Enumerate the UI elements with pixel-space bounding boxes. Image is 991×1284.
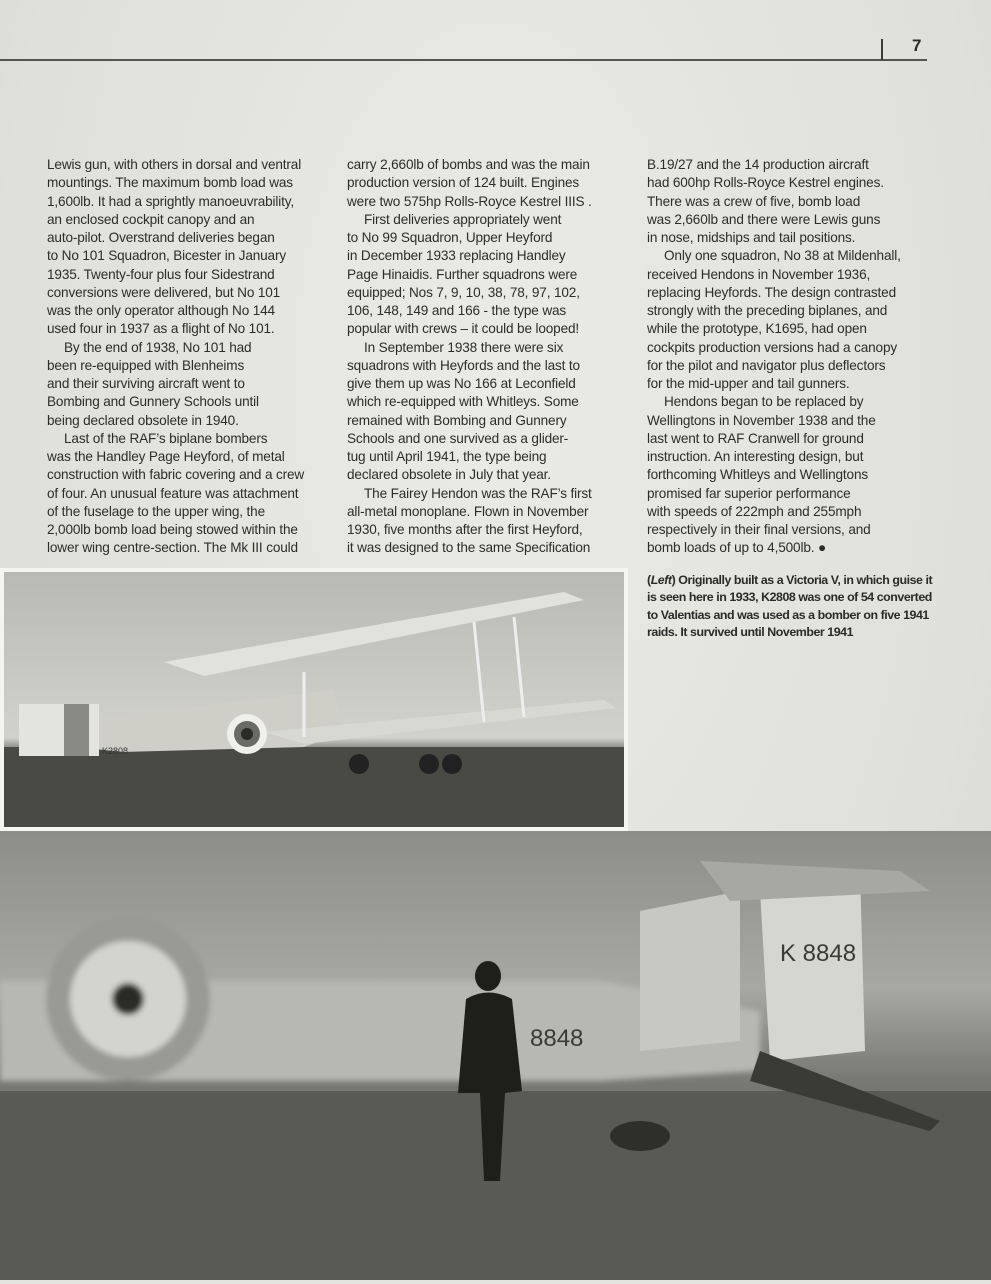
text-line: in nose, midships and tail positions.	[647, 230, 856, 245]
text-line: construction with fabric covering and a crew	[47, 467, 305, 483]
text-line: strongly with the preceding biplanes, and	[647, 303, 888, 318]
text-line: it was designed to the same Specification	[347, 540, 591, 556]
aircraft-serial: K2808	[102, 746, 129, 756]
text-line: 2,000lb bomb load being stowed within the	[47, 522, 298, 537]
text-line: declared obsolete in July that year.	[347, 467, 551, 483]
text-line: production version of 124 built. Engines	[347, 175, 580, 191]
text-line: for the mid-upper and tail gunners.	[647, 376, 850, 391]
text-line: remained with Bombing and Gunnery	[347, 412, 567, 428]
text-line: with speeds of 222mph and 255mph	[647, 503, 862, 519]
text-line: lower wing centre-section. The Mk III could	[47, 540, 298, 556]
text-line: bomb loads of up to 4,500lb. ●	[647, 540, 827, 556]
text-line: for the pilot and navigator plus deflectors	[647, 357, 886, 373]
text-line: auto-pilot. Overstrand deliveries began	[47, 230, 275, 245]
text-line: In September 1938 there were six	[364, 339, 564, 355]
text-line: used four in 1937 as a flight of No 101.	[47, 321, 275, 337]
text-line: was 2,660lb and there were Lewis guns	[647, 211, 881, 227]
text-line: B.19/27 and the 14 production aircraft	[647, 157, 869, 172]
text-line: carry 2,660lb of bombs and was the main	[347, 157, 590, 172]
text-line: all-metal monoplane. Flown in November	[347, 503, 589, 519]
text-line: 1935. Twenty-four plus four Sidestrand	[47, 266, 275, 282]
text-line: replacing Heyfords. The design contrasted	[647, 284, 897, 300]
text-line: By the end of 1938, No 101 had	[64, 339, 252, 355]
text-line: squadrons with Heyfords and the last to	[347, 357, 580, 373]
text-line: mountings. The maximum bomb load was	[47, 175, 293, 191]
text-line: conversions were delivered, but No 101	[47, 284, 281, 300]
text-line: to No 99 Squadron, Upper Heyford	[347, 230, 553, 245]
text-line: an enclosed cockpit canopy and an	[47, 211, 255, 227]
text-line: Bombing and Gunnery Schools until	[47, 394, 259, 410]
text-line: Page Hinaidis. Further squadrons were	[347, 266, 578, 282]
text-line: give them up was No 166 at Leconfield	[347, 376, 576, 391]
text-line: tug until April 1941, the type being	[347, 449, 547, 464]
hendon-photo	[0, 831, 991, 1280]
text-column-1	[47, 156, 332, 558]
text-line: Only one squadron, No 38 at Mildenhall,	[664, 248, 901, 264]
text-line: respectively in their final versions, and	[647, 522, 871, 537]
text-line: popular with crews – it could be looped!	[347, 321, 580, 337]
text-line: The Fairey Hendon was the RAF’s first	[364, 485, 592, 501]
text-line: to No 101 Squadron, Bicester in January	[47, 248, 286, 264]
text-line: 106, 148, 149 and 166 - the type was	[347, 303, 567, 318]
text-line: being declared obsolete in 1940.	[47, 412, 239, 428]
fuselage-serial: 8848	[530, 1025, 584, 1052]
text-line: Wellingtons in November 1938 and the	[647, 412, 876, 428]
text-line: while the prototype, K1695, had open	[647, 321, 867, 337]
header-rule	[0, 59, 927, 61]
text-line: Last of the RAF’s biplane bombers	[64, 430, 268, 446]
text-line: There was a crew of five, bomb load	[647, 193, 861, 209]
text-line: Hendons began to be replaced by	[664, 394, 864, 410]
text-line: cockpits production versions had a canopy	[647, 339, 898, 355]
tail-serial: K 8848	[780, 940, 857, 967]
text-line: been re-equipped with Blenheims	[47, 357, 245, 373]
text-line: Schools and one survived as a glider-	[347, 430, 569, 446]
caption-text: Originally built as a Victoria V, in which guise it is seen here in 1933, K2808 was one of 54 converted to Valentias and was used as a bomber on five 1941 raids. It survived until November 1941	[647, 573, 933, 640]
caption-lead: Left	[650, 573, 672, 587]
text-line: Lewis gun, with others in dorsal and ventral	[47, 157, 302, 172]
biplane-photo	[4, 572, 624, 827]
text-line: received Hendons in November 1936,	[647, 266, 871, 282]
text-line: which re-equipped with Whitleys. Some	[347, 394, 579, 410]
photo-caption: (Left) Originally built as a Victoria V, in which guise it is seen here in 1933, K2808 was one of 54 converted to Valentias and was used as a bomber on five 1941 raids. It survived until November 1941	[647, 573, 933, 640]
page-number: 7	[912, 36, 922, 55]
text-line: forthcoming Whitleys and Wellingtons	[647, 467, 869, 483]
text-line: instruction. An interesting design, but	[647, 449, 864, 464]
text-line: 1930, five months after the first Heyford,	[347, 522, 583, 537]
photo-victoria-biplane	[0, 568, 628, 831]
text-line: promised far superior performance	[647, 485, 851, 501]
text-line: last went to RAF Cranwell for ground	[647, 430, 864, 446]
text-column-2	[347, 156, 632, 558]
text-column-3	[647, 156, 932, 558]
text-line: had 600hp Rolls-Royce Kestrel engines.	[647, 175, 884, 191]
text-line: equipped; Nos 7, 9, 10, 38, 78, 97, 102,	[347, 284, 580, 300]
text-line: was the only operator although No 144	[47, 303, 275, 318]
text-line: was the Handley Page Heyford, of metal	[47, 449, 285, 464]
text-line: of four. An unusual feature was attachment	[47, 485, 299, 501]
text-line: were two 575hp Rolls-Royce Kestrel IIIS .	[347, 193, 592, 209]
text-line: 1,600lb. It had a sprightly manoeuvrability,	[47, 193, 295, 209]
text-line: in December 1933 replacing Handley	[347, 248, 566, 264]
text-line: of the fuselage to the upper wing, the	[47, 503, 265, 519]
text-line: and their surviving aircraft went to	[47, 376, 245, 391]
text-line: First deliveries appropriately went	[364, 211, 562, 227]
photo-hendon-monoplane	[0, 831, 991, 1280]
header-divider	[881, 39, 883, 60]
